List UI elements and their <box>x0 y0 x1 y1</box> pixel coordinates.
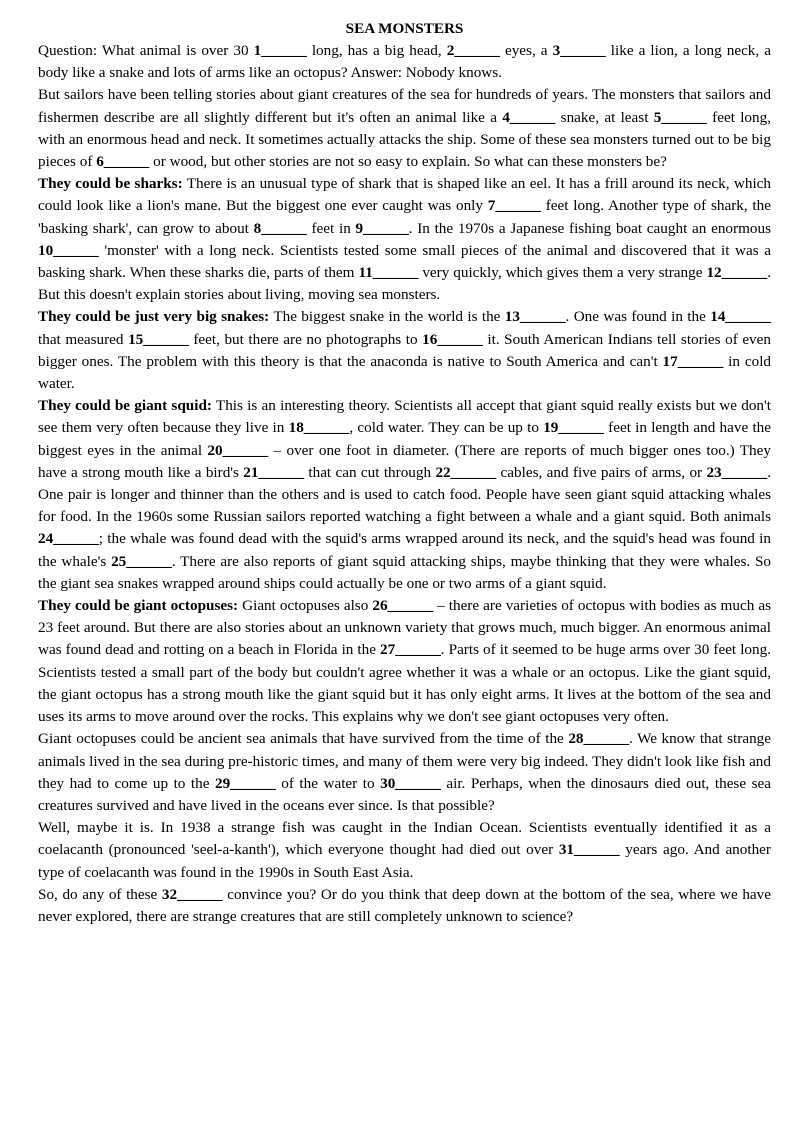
gap-blank[interactable]: 24______ <box>38 530 99 548</box>
text-run: very quickly, which gives them a very strange <box>418 264 707 282</box>
text-run: Giant octopuses could be ancient sea animals that have survived from the time of the <box>38 730 569 748</box>
gap-blank[interactable]: 13______ <box>504 308 566 326</box>
text-run: Question: What animal is over 30 <box>38 42 254 59</box>
text-run: . But this doesn't explain stories about living, moving sea monsters. <box>38 264 771 304</box>
text-run: . Parts of it seemed to be huge arms over 30 feet long. Scientists tested a small part of the body but couldn't agree whether it was a whale or an octopus. Like the giant squid, the giant octopus has a strong mouth like the giant squid but it has only eight arms. It lives at the bottom of the sea and uses its arms to move around over the rocks. This explains why we don't see giant octopuses very often. <box>38 641 771 726</box>
page-title: SEA MONSTERS <box>345 20 464 37</box>
text-run: feet, but there are no photographs to <box>188 330 423 348</box>
text-run: feet long. Another type of shark, the 'basking shark', can grow to about <box>38 197 771 237</box>
gap-blank[interactable]: 11______ <box>358 264 419 282</box>
gap-blank[interactable]: 28______ <box>568 730 630 748</box>
gap-blank[interactable]: 25______ <box>111 552 172 570</box>
text-run: cables, and five pairs of arms, or <box>496 463 707 481</box>
text-run: There is an unusual type of shark that is shaped like an eel. It has a frill around its neck, which could look like a lion's mane. But the biggest one ever caught was only <box>38 175 771 215</box>
gap-blank[interactable]: 9______ <box>355 219 409 237</box>
gap-blank[interactable]: 20______ <box>207 441 269 459</box>
text-run: But sailors have been telling stories about giant creatures of the sea for hundreds of years. The monsters that sailors and fishermen describe are all slightly different but it's often an animal like a <box>38 86 771 126</box>
gap-blank[interactable]: 17______ <box>662 352 724 370</box>
text-run: feet in length and have the biggest eyes in the animal <box>38 419 772 459</box>
gap-blank[interactable]: 16______ <box>422 330 483 348</box>
paragraph <box>38 884 771 928</box>
text-run: long, has a big head, <box>306 42 447 59</box>
text-run: or wood, but other stories are not so easy to explain. So what can these monsters be? <box>149 153 667 171</box>
gap-blank[interactable]: 30______ <box>380 774 441 792</box>
gap-blank[interactable]: 15______ <box>128 330 189 348</box>
text-run: it. South American Indians tell stories of even bigger ones. The problem with this theory is that the anaconda is native to South America and can't <box>38 330 771 370</box>
gap-blank[interactable]: 1______ <box>253 42 307 59</box>
worksheet-body <box>38 40 771 928</box>
paragraph <box>38 817 771 884</box>
text-run: in cold water. <box>38 352 772 393</box>
text-run: . We know that strange animals lived in the sea during pre-historic times, and many of them were very big indeed. They didn't look like fish and they had to come up to the <box>38 730 772 792</box>
gap-blank[interactable]: 8______ <box>253 219 307 237</box>
text-run: Well, maybe it is. In 1938 a strange fish was caught in the Indian Ocean. Scientists eventually identified it as a coelacanth (pronounced 'seel-a-kanth'), which everyone thought had died out over <box>38 819 771 859</box>
paragraph <box>38 728 771 817</box>
gap-blank[interactable]: 26______ <box>372 597 434 615</box>
paragraph <box>38 595 771 728</box>
gap-blank[interactable]: 29______ <box>214 774 276 792</box>
paragraph <box>38 395 771 595</box>
gap-blank[interactable]: 6______ <box>96 153 150 171</box>
gap-blank[interactable]: 27______ <box>380 641 441 659</box>
text-run: snake, at least <box>555 108 654 126</box>
text-run: This is an interesting theory. Scientists all accept that giant squid really exists but we don't see them very often because they live in <box>38 397 771 437</box>
section-heading: They could be giant octopuses: <box>38 597 239 615</box>
gap-blank[interactable]: 4______ <box>502 108 556 126</box>
paragraph <box>38 306 771 395</box>
text-run: , cold water. They can be up to <box>349 419 544 437</box>
section-heading: They could be giant squid: <box>38 397 212 415</box>
gap-blank[interactable]: 23______ <box>706 463 768 481</box>
paragraph <box>38 84 771 173</box>
section-heading: They could be sharks: <box>38 175 183 193</box>
text-run: – there are varieties of octopus with bodies as much as 23 feet around. But there are also stories about an unknown variety that grows much, much bigger. An enormous animal was found dead and rotting on a beach in Florida in the <box>38 597 771 659</box>
section-heading: They could be just very big snakes: <box>38 308 270 326</box>
worksheet-page <box>38 18 771 928</box>
text-run: convince you? Or do you think that deep down at the bottom of the sea, where we have never explored, there are strange creatures that are still completely unknown to science? <box>38 885 772 925</box>
text-run: . One was found in the <box>565 308 711 326</box>
gap-blank[interactable]: 14______ <box>710 308 771 326</box>
gap-blank[interactable]: 7______ <box>487 197 541 215</box>
gap-blank[interactable]: 32______ <box>161 885 223 903</box>
text-run: of the water to <box>275 774 381 792</box>
text-run: ; the whale was found dead with the squid's arms wrapped around its neck, and the squid's head was found in the whale's <box>38 530 771 570</box>
text-run: So, do any of these <box>38 885 162 903</box>
gap-blank[interactable]: 31______ <box>558 841 620 859</box>
text-run: air. Perhaps, when the dinosaurs died out, these sea creatures survived and have lived in the oceans ever since. Is that possible? <box>38 774 771 814</box>
text-run: eyes, a <box>499 42 553 59</box>
text-run: feet long, with an enormous head and neck. It sometimes actually attacks the ship. Some of these sea monsters turned out to be big pieces of <box>38 108 772 171</box>
text-run: Giant octopuses also <box>238 597 373 615</box>
gap-blank[interactable]: 21______ <box>243 463 305 481</box>
paragraph <box>38 40 771 84</box>
text-run: 'monster' with a long neck. Scientists tested some small pieces of the animal and discovered that it was a basking shark. When these sharks die, parts of them <box>38 241 771 282</box>
gap-blank[interactable]: 10______ <box>38 241 99 259</box>
gap-blank[interactable]: 18______ <box>288 419 350 437</box>
text-run: that measured <box>38 330 129 348</box>
gap-blank[interactable]: 12______ <box>706 264 768 282</box>
text-run: like a lion, a long neck, a body like a snake and lots of arms like an octopus? Answer: Nobody knows. <box>38 42 771 82</box>
text-run: – over one foot in diameter. (There are reports of much bigger ones too.) They have a strong mouth like a bird's <box>38 441 771 481</box>
gap-blank[interactable]: 3______ <box>552 42 606 59</box>
gap-blank[interactable]: 5______ <box>653 108 707 126</box>
gap-blank[interactable]: 2______ <box>446 42 500 59</box>
text-run: . In the 1970s a Japanese fishing boat caught an enormous <box>408 219 771 237</box>
gap-blank[interactable]: 19______ <box>543 419 604 437</box>
text-run: . One pair is longer and thinner than the others and is used to catch food. People have seen giant squid attacking whales for food. In the 1960s some Russian sailors reported watching a fight between a whale and a giant squid. Both animals <box>38 463 771 526</box>
text-run: years ago. And another type of coelacanth was found in the 1990s in South East Asia. <box>38 841 771 881</box>
text-run: that can cut through <box>304 463 436 481</box>
text-run: feet in <box>306 219 356 237</box>
text-run: The biggest snake in the world is the <box>269 308 505 326</box>
gap-blank[interactable]: 22______ <box>435 463 497 481</box>
paragraph <box>38 173 771 306</box>
text-run: . There are also reports of giant squid attacking ships, maybe thinking that they were whales. So the giant sea snakes wrapped around ships could actually be one or two arms of a giant squid. <box>38 552 771 592</box>
